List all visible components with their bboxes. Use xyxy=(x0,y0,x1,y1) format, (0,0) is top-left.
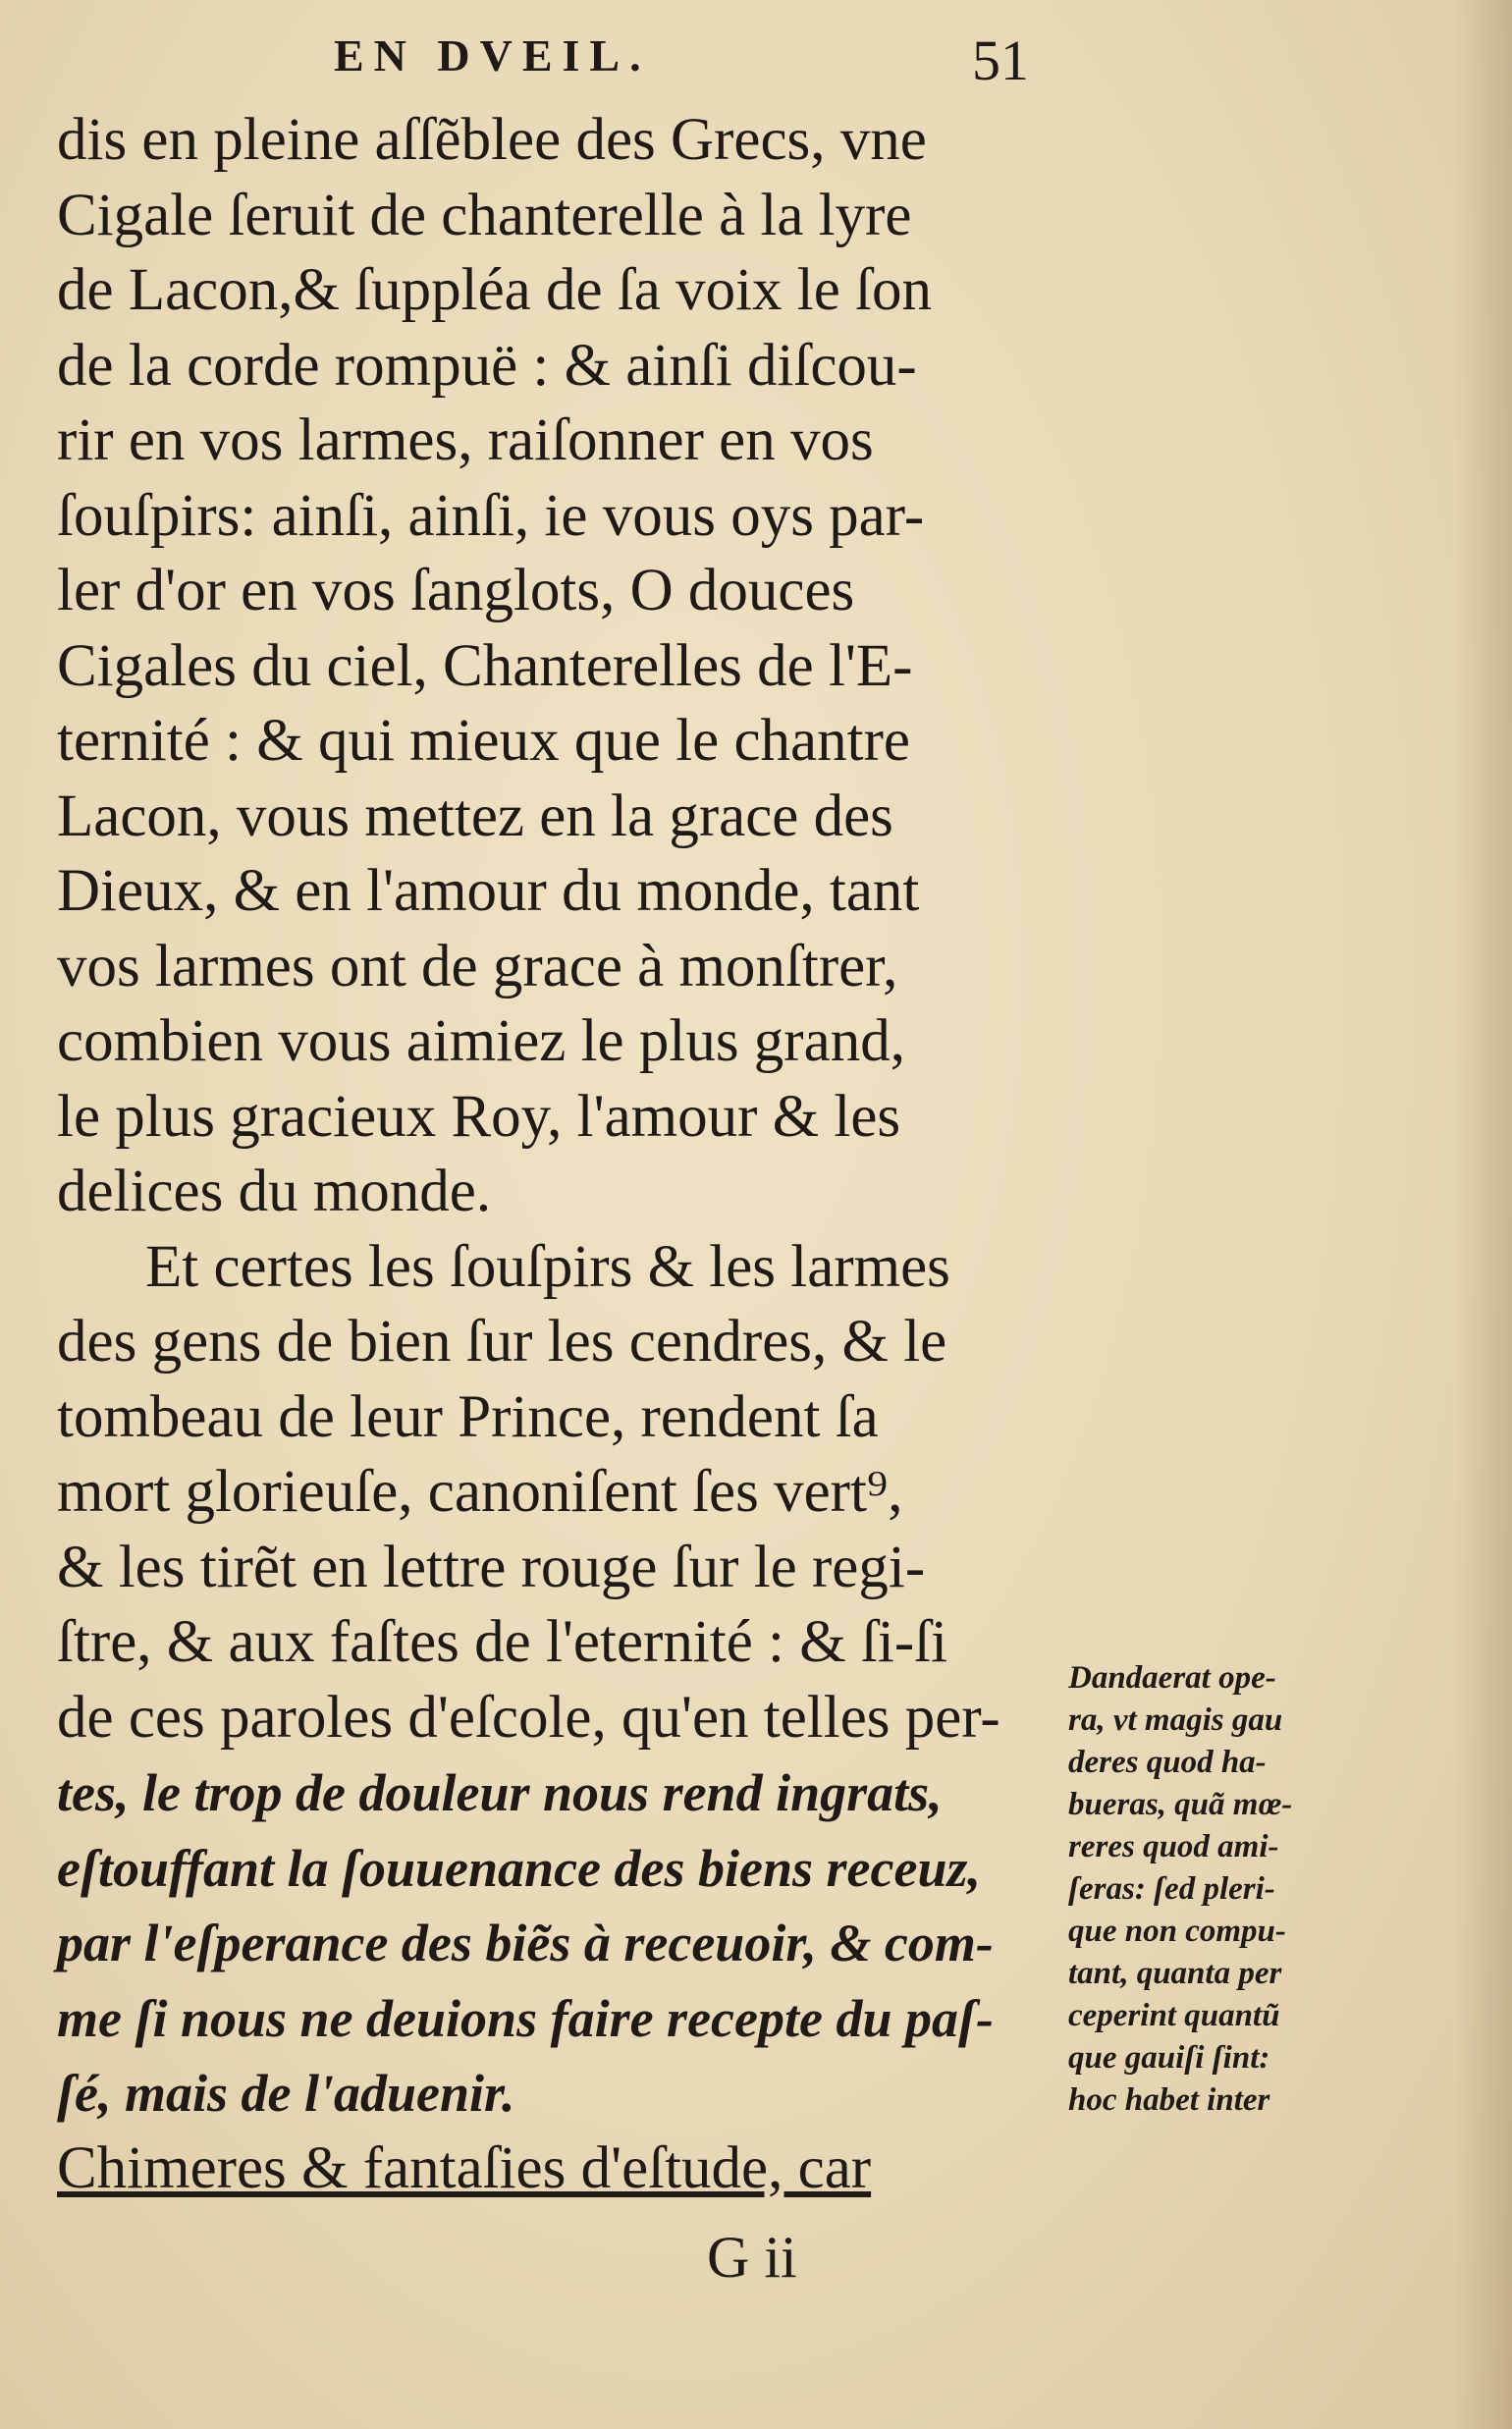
text-line: dis en pleine aſſẽblee des Grecs, vne xyxy=(57,107,927,173)
text-line-italic: tes, le trop de douleur nous rend ingrats, xyxy=(57,1763,943,1822)
marginal-note-line: tant, quanta per xyxy=(1068,1956,1282,1991)
marginal-note-line: reres quod ami- xyxy=(1068,1829,1279,1864)
marginal-note-line: Dandaerat ope- xyxy=(1068,1660,1276,1696)
text-line-italic: ſé, mais de l'aduenir. xyxy=(57,2064,515,2123)
text-line: & les tirẽt en lettre rouge ſur le regi- xyxy=(57,1534,926,1600)
text-line-italic: par l'eſperance des biẽs à receuoir, & com- xyxy=(57,1914,994,1972)
text-line: mort glorieuſe, canoniſent ſes vert⁹, xyxy=(57,1459,903,1525)
text-line-paragraph-start: Et certes les ſouſpirs & les larmes xyxy=(145,1233,950,1300)
text-line: delices du monde. xyxy=(57,1159,492,1224)
marginal-note-line: hoc habet inter xyxy=(1068,2082,1270,2118)
text-line-italic: me ſi nous ne deuions faire recepte du paſ- xyxy=(57,1988,994,2048)
marginal-note-line: ſeras: ſed pleri- xyxy=(1068,1871,1275,1907)
text-line: des gens de bien ſur les cendres, & le xyxy=(57,1309,947,1375)
text-line: le plus gracieux Roy, l'amour & les xyxy=(57,1083,901,1150)
text-line-italic: eſtouffant la ſouuenance des biens receuz, xyxy=(57,1838,981,1898)
text-line: ler d'or en vos ſanglots, O douces xyxy=(57,558,855,623)
text-line: Cigales du ciel, Chanterelles de l'E- xyxy=(57,632,913,699)
text-line: vos larmes ont de grace à monſtrer, xyxy=(57,933,898,999)
text-line: de Lacon,& ſuppléa de ſa voix le ſon xyxy=(57,257,932,323)
marginal-note-line: que non compu- xyxy=(1068,1914,1286,1949)
marginal-note-line: ra, vt magis gau xyxy=(1068,1702,1283,1738)
marginal-note-line: ceperint quantũ xyxy=(1068,1998,1280,2033)
text-line: ternité : & qui mieux que le chantre xyxy=(57,708,910,774)
text-line: de la corde rompuë : & ainſi diſcou- xyxy=(57,332,917,399)
text-line: de ces paroles d'eſcole, qu'en telles per- xyxy=(57,1684,1000,1751)
text-line: ſtre, & aux faſtes de l'eternité : & ſi-ſi xyxy=(57,1609,948,1675)
text-line: Cigale ſeruit de chanterelle à la lyre xyxy=(57,182,912,248)
text-line: Chimeres & fantaſies d'eſtude, car xyxy=(57,2134,872,2201)
page-number: 51 xyxy=(972,28,1029,92)
text-line: tombeau de leur Prince, rendent ſa xyxy=(57,1383,879,1450)
running-head: EN DVEIL. xyxy=(334,30,651,81)
marginal-note-line: deres quod ha- xyxy=(1068,1745,1267,1780)
text-line: rir en vos larmes, raiſonner en vos xyxy=(57,407,874,473)
main-text-block xyxy=(57,103,1039,2206)
marginal-note xyxy=(1068,1657,1363,2122)
page-edge-shadow xyxy=(1453,0,1512,2429)
signature-mark: G ii xyxy=(707,2225,797,2290)
text-line: combien vous aimiez le plus grand, xyxy=(57,1008,905,1074)
text-line: Dieux, & en l'amour du monde, tant xyxy=(57,858,920,924)
text-line: ſouſpirs: ainſi, ainſi, ie vous oys par- xyxy=(57,482,925,549)
text-line: Lacon, vous mettez en la grace des xyxy=(57,783,893,849)
marginal-note-line: que gauiſi ſint: xyxy=(1068,2040,1270,2076)
marginal-note-line: bueras, quã mœ- xyxy=(1068,1787,1293,1822)
